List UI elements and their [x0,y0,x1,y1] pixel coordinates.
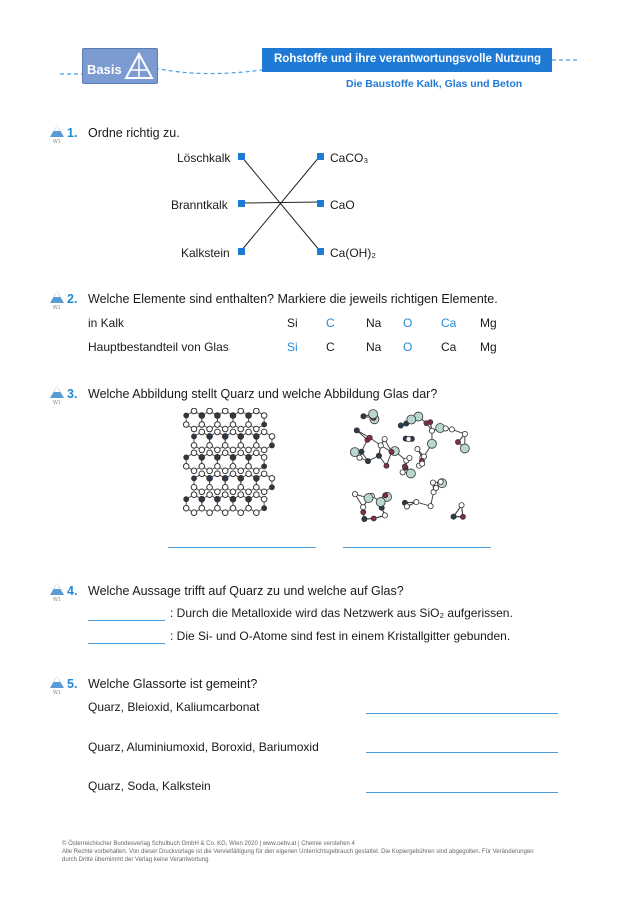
q5-text: Welche Glassorte ist gemeint? [88,677,258,691]
q2-number: 2. [67,292,78,306]
q2-row1-el[interactable]: Mg [480,316,497,330]
q4-blank-2[interactable] [88,643,165,644]
q1-dot-left-2[interactable] [238,200,245,207]
q2-text: Welche Elemente sind enthalten? Markiere die jeweils richtigen Elemente. [88,292,498,306]
footer [62,840,534,864]
level-triangle-icon [50,583,64,595]
level-tag: W1 [53,597,61,603]
glass-network-image [348,408,476,526]
pyramid-icon [124,52,154,80]
q1-dot-right-2[interactable] [317,200,324,207]
q1-left-2: Branntkalk [171,198,228,212]
q5-answer-line-1[interactable] [366,713,558,714]
basis-logo-label: Basis [87,62,122,77]
level-triangle-icon [50,676,64,688]
q1-dot-right-3[interactable] [317,248,324,255]
q2-row1-el[interactable]: Si [287,316,298,330]
q4-number: 4. [67,584,78,598]
q4-statement-1: : Durch die Metalloxide wird das Netzwerk aus SiO₂ aufgerissen. [170,606,513,620]
q1-dot-left-3[interactable] [238,248,245,255]
q2-row1-el[interactable]: O [403,316,413,330]
q5-answer-line-3[interactable] [366,792,558,793]
q3-text: Welche Abbildung stellt Quarz und welche Abbildung Glas dar? [88,387,438,401]
q1-left-3: Kalkstein [181,246,230,260]
q1-text: Ordne richtig zu. [88,126,180,140]
q5-item-3: Quarz, Soda, Kalkstein [88,779,211,793]
q3-answer-line-2[interactable] [343,547,491,548]
q5-item-1: Quarz, Bleioxid, Kaliumcarbonat [88,700,260,714]
q2-row2-el[interactable]: Na [366,340,382,354]
q2-row1-el[interactable]: C [326,316,335,330]
q2-row2-label: Hauptbestandteil von Glas [88,340,229,354]
q1-right-2: CaO [330,198,355,212]
q2-row2-el[interactable]: Ca [441,340,457,354]
q3-answer-line-1[interactable] [168,547,316,548]
q1-dot-right-1[interactable] [317,153,324,160]
footer-line-3: durch Dritte übernimmt der Verlag keine Verantwortung. [62,857,211,863]
level-tag: W1 [53,400,61,406]
q2-row2-el[interactable]: Mg [480,340,497,354]
level-triangle-icon [50,386,64,398]
level-triangle-icon [50,291,64,303]
level-tag: W1 [53,305,61,311]
q1-left-1: Löschkalk [177,151,231,165]
quartz-lattice-image [182,408,312,526]
q5-item-2: Quarz, Aluminiumoxid, Boroxid, Bariumoxid [88,740,319,754]
level-tag: W1 [53,139,61,145]
level-triangle-icon [50,125,64,137]
q1-number: 1. [67,126,78,140]
q1-dot-left-1[interactable] [238,153,245,160]
q5-number: 5. [67,677,78,691]
q5-answer-line-2[interactable] [366,752,558,753]
banner-title: Rohstoffe und ihre verantwortungsvolle Nutzung [274,53,542,65]
q3-number: 3. [67,387,78,401]
level-tag: W1 [53,690,61,696]
q2-row1-el[interactable]: Na [366,316,382,330]
q4-blank-1[interactable] [88,620,165,621]
q4-statement-2: : Die Si- und O-Atome sind fest in einem Kristallgitter gebunden. [170,629,511,643]
subtitle: Die Baustoffe Kalk, Glas und Beton [346,78,523,90]
q2-row1-label: in Kalk [88,316,125,330]
q1-right-1: CaCO₃ [330,151,369,165]
q2-row2-el[interactable]: Si [287,340,298,354]
basis-logo [82,48,158,84]
q2-row1-el[interactable]: Ca [441,316,457,330]
q4-text: Welche Aussage trifft auf Quarz zu und welche auf Glas? [88,584,404,598]
banner [262,48,552,72]
q1-right-3: Ca(OH)₂ [330,246,376,260]
footer-line-2: Alle Rechte vorbehalten. Von dieser Druckvorlage ist die Vervielfältigung für den eigenen Unterrichtsgebrauch gestattet. Die Kopiergebühren sind abgegolten. Für Veränderungen [62,849,534,855]
footer-line-1: © Österreichischer Bundesverlag Schulbuch GmbH & Co. KG, Wien 2020 | www.oebv.at | Chemie verstehen 4 [62,841,355,847]
q2-row2-el[interactable]: O [403,340,413,354]
q2-row2-el[interactable]: C [326,340,335,354]
q1-connection-lines [230,145,330,260]
